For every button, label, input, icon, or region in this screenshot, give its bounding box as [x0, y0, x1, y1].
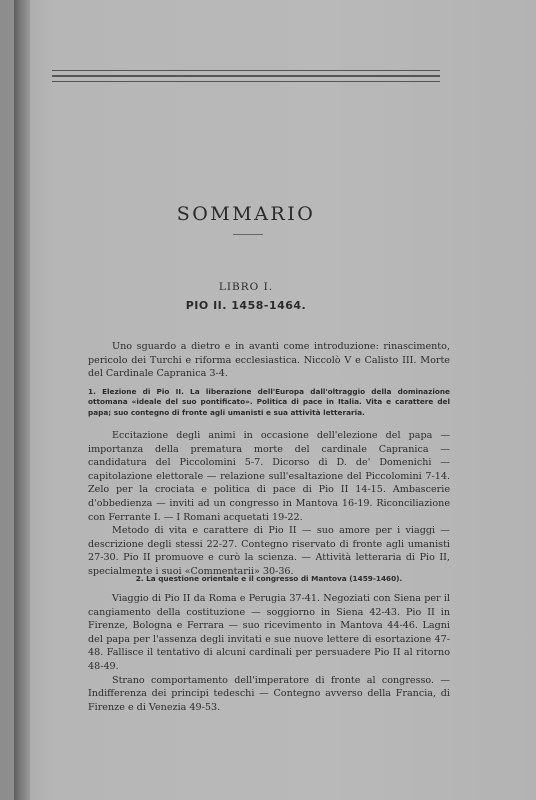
book-spine — [14, 0, 30, 800]
section-1-paragraph: Metodo di vita e carattere di Pio II — suo amore per i viaggi — descrizione degli stessi 22-27. Contegno riservato di fronte agli umanisti 27-30. Pio II promuove e curò la scienza. — Attività letteraria di Pio II, specialmente i suoi «Commentarii» 30-36. — [88, 525, 450, 577]
book-subtitle: PIO II. 1458-1464. — [185, 299, 307, 312]
section-1-paragraph: Eccitazione degli animi in occasione dell'elezione del papa — importanza della prematura morte del cardinale Capranica — candidatura del Piccolomini 5-7. Dicorso di D. de' Domenichi — capitolazione elettorale — relazione sull'esaltazione del Piccolomini 7-14. Zelo per la crociata e politica di pace di Pio II 14-15. Ambascerie d'obbedienza — inviti ad un congresso in Mantova 16-19. Riconciliazione con Ferrante I. — I Romani acquetati 19-22. — [88, 430, 450, 523]
top-rule — [52, 81, 440, 82]
section-2-paragraph: Strano comportamento dell'imperatore di fronte al congresso. — Indifferenza dei principi tedeschi — Contegno avverso della Francia, di Firenze e di Venezia 49-53. — [88, 674, 450, 713]
top-rule — [52, 75, 440, 77]
intro-paragraph — [88, 340, 450, 381]
top-rule — [52, 70, 440, 71]
section-2-paragraph: Viaggio di Pio II da Roma e Perugia 37-41. Negoziati con Siena per il cangiamento della costituzione — soggiorno in Siena 42-43. Pio II in Firenze, Bologna e Ferrara — suo ricevimento in Mantova 44-46. Lagni del papa per l'assenza degli invitati e sue nuove lettere di esortazione 47-48. Fallisce il tentativo di alcuni cardinali per persuadere Pio II al ritorno 48-49. — [88, 593, 450, 672]
intro-text: Uno sguardo a dietro e in avanti come introduzione: rinascimento, pericolo dei Turchi e riforma ecclesiastica. Niccolò V e Calisto III. Morte del Cardinale Capranica 3-4. — [88, 341, 450, 380]
section-2-body — [88, 592, 450, 714]
section-1-body — [88, 429, 450, 579]
section-2-heading — [88, 574, 450, 584]
title-rule — [233, 234, 263, 235]
section-1-heading-text: 1. Elezione di Pio II. La liberazione dell'Europa dall'oltraggio della dominazione ottomana «ideale del suo pontificato». Politica di pace in Italia. Vita e carattere del papa; suo contegno di fronte agli umanisti e sua attività letteraria. — [88, 387, 450, 417]
page-title: SOMMARIO — [176, 203, 316, 225]
section-1-heading — [88, 387, 450, 418]
book-label: LIBRO I. — [218, 281, 274, 293]
section-2-heading-text: 2. La questione orientale e il congresso di Mantova (1459-1460). — [135, 574, 403, 583]
